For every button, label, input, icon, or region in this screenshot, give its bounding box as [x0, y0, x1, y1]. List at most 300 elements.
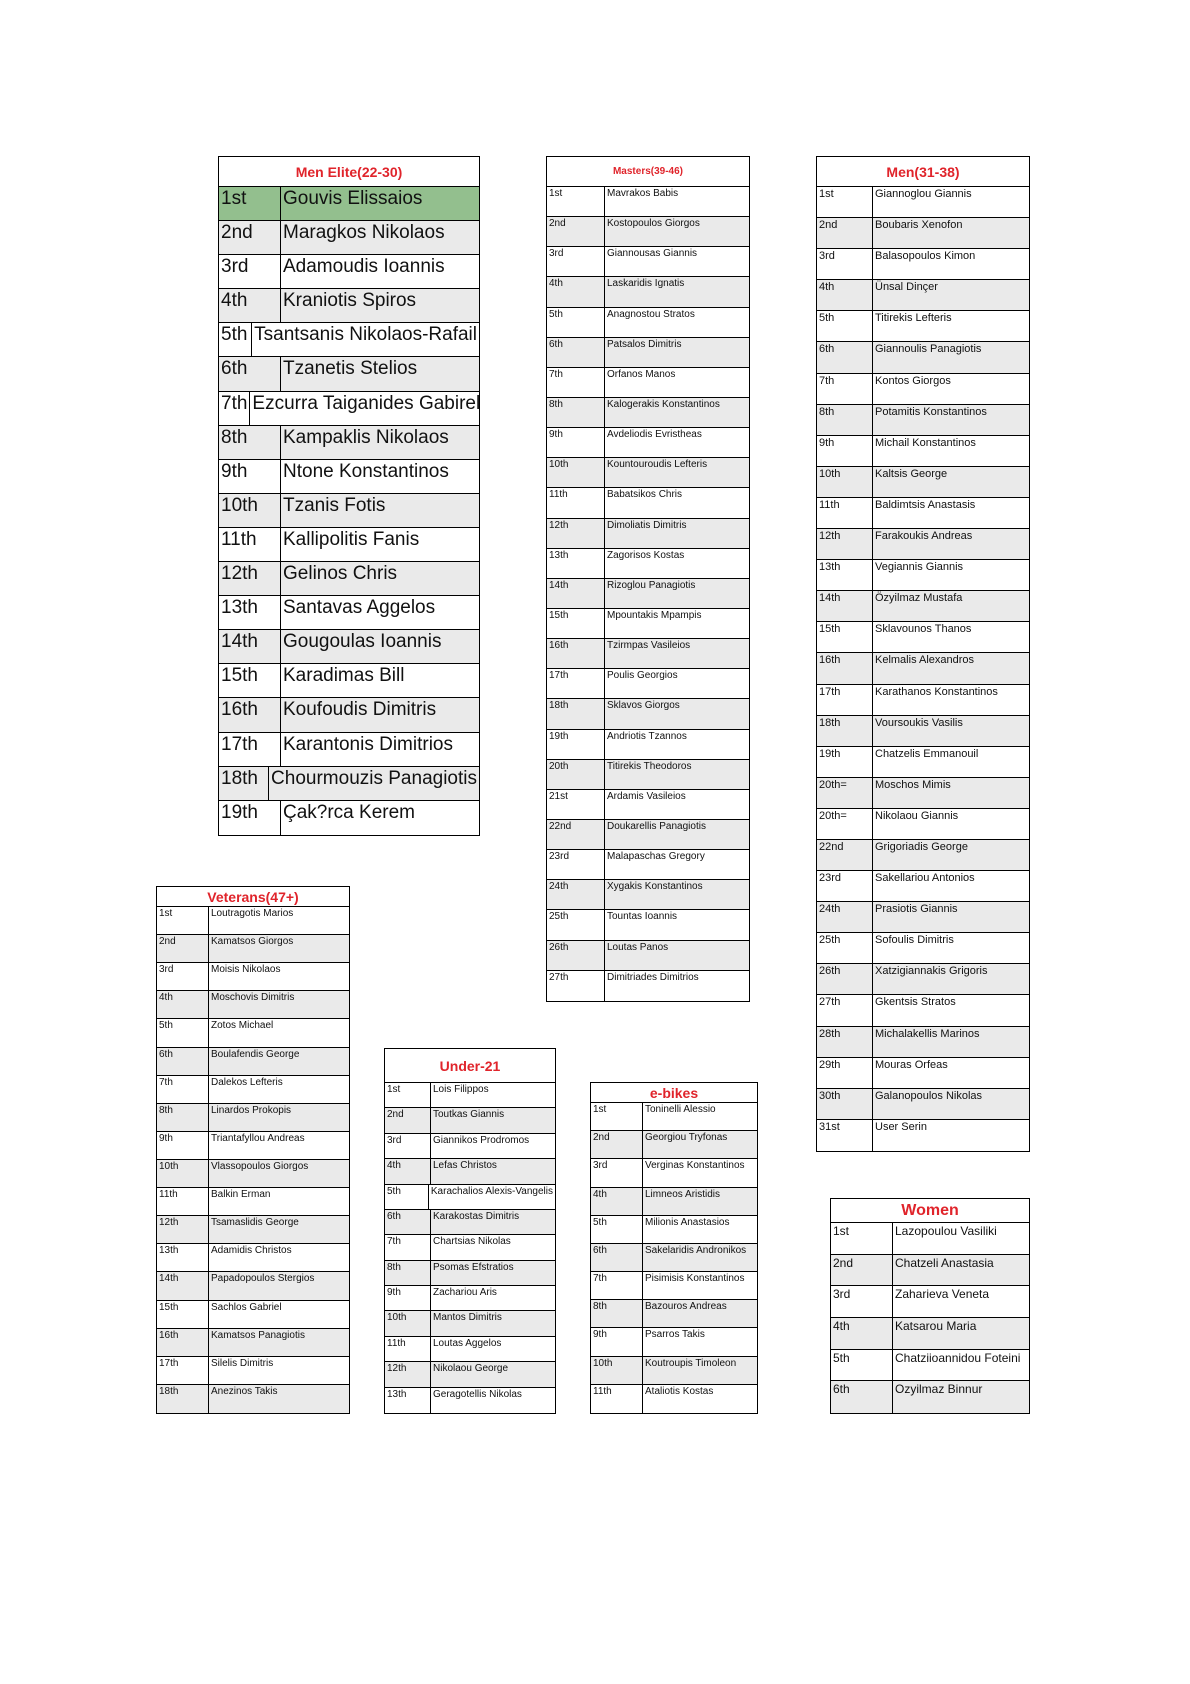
rider-name-cell: Pisimisis Konstantinos — [645, 1273, 745, 1285]
rider-name-cell: Farakoukis Andreas — [875, 530, 973, 543]
table-row — [547, 247, 749, 277]
table-row — [547, 699, 749, 729]
rider-name-cell: Malapaschas Gregory — [607, 851, 705, 863]
table-row — [817, 436, 1029, 467]
rider-name-cell: Limneos Aristidis — [645, 1188, 721, 1200]
rank-cell: 7th — [385, 1235, 431, 1259]
rank-cell: 14th — [817, 591, 873, 621]
rank-cell: 20th= — [817, 809, 873, 839]
table-title: Men(31-38) — [817, 157, 1029, 187]
rider-name-cell: Kaltsis George — [875, 467, 948, 480]
rank-cell: 16th — [547, 639, 605, 668]
rider-name-cell: Mantos Dimitris — [433, 1312, 502, 1324]
rider-name-cell: Avdeliodis Evristheas — [607, 429, 702, 441]
table-row — [817, 218, 1029, 249]
table-row — [157, 1048, 349, 1076]
rider-name-cell: Georgiou Tryfonas — [645, 1132, 728, 1144]
rank-cell: 13th — [547, 549, 605, 578]
rider-name-cell: Santavas Aggelos — [283, 597, 436, 619]
rank-cell: 15th — [547, 609, 605, 638]
rank-cell: 12th — [385, 1362, 431, 1386]
rider-name-cell: Bazouros Andreas — [645, 1301, 727, 1313]
rank-cell: 8th — [817, 405, 873, 435]
rider-name-cell: Poulis Georgios — [607, 670, 678, 682]
rank-cell: 1st — [831, 1223, 893, 1254]
rank-cell: 11th — [817, 498, 873, 528]
table-row — [591, 1300, 757, 1328]
rank-cell: 13th — [817, 560, 873, 590]
table-row — [157, 1244, 349, 1272]
rank-cell: 19th — [817, 747, 873, 777]
table-title: Men Elite(22-30) — [219, 157, 479, 187]
rank-cell: 2nd — [817, 218, 873, 248]
rank-cell: 12th — [817, 529, 873, 559]
table-row — [385, 1337, 555, 1362]
rider-name-cell: Titirekis Lefteris — [875, 312, 952, 325]
table-row — [157, 1132, 349, 1160]
rank-cell: 1st — [817, 187, 873, 217]
rider-name-cell: Maragkos Nikolaos — [283, 222, 445, 244]
table-row — [547, 187, 749, 217]
rider-name-cell: Gkentsis Stratos — [875, 996, 956, 1009]
rank-cell: 9th — [591, 1328, 643, 1355]
table-row — [817, 871, 1029, 902]
rank-cell: 22nd — [547, 820, 605, 849]
table-row — [547, 368, 749, 398]
rider-name-cell: Chatzelis Emmanouil — [875, 747, 979, 760]
rank-cell: 1st — [219, 187, 281, 220]
rank-cell: 12th — [219, 562, 281, 595]
table-title: Women — [831, 1199, 1029, 1223]
rank-cell: 10th — [817, 467, 873, 497]
rank-cell: 8th — [385, 1261, 431, 1285]
rank-cell: 13th — [219, 596, 281, 629]
rider-name-cell: Rizoglou Panagiotis — [607, 579, 696, 591]
rank-cell: 10th — [219, 494, 281, 527]
rider-name-cell: Michail Konstantinos — [875, 436, 976, 449]
rank-cell: 17th — [817, 685, 873, 715]
table-row — [831, 1286, 1029, 1318]
table-title: Masters(39-46) — [547, 157, 749, 187]
rider-name-cell: Silelis Dimitris — [211, 1357, 274, 1369]
rider-name-cell: Adamoudis Ioannis — [283, 256, 445, 278]
table-row — [219, 289, 479, 323]
table-row — [591, 1159, 757, 1187]
table-row — [385, 1235, 555, 1260]
rank-cell: 18th — [817, 716, 873, 746]
rank-cell: 2nd — [547, 217, 605, 246]
rank-cell: 5th — [547, 308, 605, 337]
rank-cell: 13th — [157, 1244, 209, 1271]
rank-cell: 2nd — [591, 1131, 643, 1158]
rank-cell: 2nd — [385, 1108, 431, 1132]
rank-cell: 15th — [817, 622, 873, 652]
rider-name-cell: Sofoulis Dimitris — [875, 934, 954, 947]
rank-cell: 18th — [219, 767, 269, 800]
table-e-bikes — [590, 1082, 758, 1414]
rider-name-cell: Lois Filippos — [433, 1084, 489, 1095]
rank-cell: 6th — [591, 1244, 643, 1271]
rider-name-cell: Zachariou Aris — [433, 1287, 497, 1298]
table-row — [157, 991, 349, 1019]
rank-cell: 3rd — [157, 963, 209, 990]
table-men-elite — [218, 156, 480, 836]
table-row — [591, 1328, 757, 1356]
rank-cell: 7th — [591, 1272, 643, 1299]
rider-name-cell: Xatzigiannakis Grigoris — [875, 965, 988, 978]
rank-cell: 6th — [157, 1048, 209, 1075]
rider-name-cell: Laskaridis Ignatis — [607, 278, 685, 290]
rank-cell: 10th — [547, 458, 605, 487]
table-row — [157, 907, 349, 935]
table-row — [817, 187, 1029, 218]
rank-cell: 29th — [817, 1058, 873, 1088]
table-row — [817, 529, 1029, 560]
table-row — [547, 428, 749, 458]
table-row — [831, 1255, 1029, 1287]
rider-name-cell: Özyilmaz Mustafa — [875, 592, 963, 605]
table-row — [831, 1318, 1029, 1350]
rider-name-cell: Moschos Mimis — [875, 778, 951, 791]
rider-name-cell: Karathanos Konstantinos — [875, 685, 998, 698]
table-row — [157, 1301, 349, 1329]
rider-name-cell: Vlassopoulos Giorgos — [211, 1160, 309, 1172]
rider-name-cell: Zagorisos Kostas — [607, 549, 685, 561]
rider-name-cell: Linardos Prokopis — [211, 1104, 292, 1116]
rider-name-cell: Voursoukis Vasilis — [875, 716, 963, 729]
rider-name-cell: Zotos Michael — [211, 1020, 274, 1032]
rider-name-cell: Giannoglou Giannis — [875, 188, 972, 200]
rider-name-cell: Kamatsos Giorgos — [211, 936, 294, 948]
rider-name-cell: Sachlos Gabriel — [211, 1301, 282, 1313]
rider-name-cell: Prasiotis Giannis — [875, 903, 958, 916]
rank-cell: 6th — [385, 1210, 431, 1234]
rider-name-cell: Adamidis Christos — [211, 1245, 292, 1257]
rider-name-cell: Kelmalis Alexandros — [875, 654, 975, 667]
rank-cell: 8th — [219, 426, 281, 459]
rider-name-cell: Babatsikos Chris — [607, 489, 683, 501]
rider-name-cell: Loutas Aggelos — [433, 1337, 502, 1349]
table-row — [547, 519, 749, 549]
rank-cell: 24th — [547, 880, 605, 909]
rider-name-cell: Toutkas Giannis — [433, 1109, 505, 1121]
table-row — [157, 963, 349, 991]
table-row — [385, 1362, 555, 1387]
rider-name-cell: Loutragotis Marios — [211, 908, 294, 919]
rider-name-cell: Gelinos Chris — [283, 563, 398, 585]
rank-cell: 7th — [817, 374, 873, 404]
table-row — [817, 995, 1029, 1026]
rider-name-cell: Psomas Efstratios — [433, 1261, 514, 1273]
rider-name-cell: Ataliotis Kostas — [645, 1385, 714, 1397]
rider-name-cell: Gouvis Elissaios — [283, 188, 423, 209]
table-row — [157, 1188, 349, 1216]
rank-cell: 5th — [831, 1350, 893, 1381]
rider-name-cell: Kraniotis Spiros — [283, 290, 417, 312]
rank-cell: 4th — [591, 1188, 643, 1215]
rider-name-cell: Patsalos Dimitris — [607, 338, 682, 350]
rank-cell: 27th — [817, 995, 873, 1025]
rider-name-cell: Titirekis Theodoros — [607, 760, 692, 772]
rider-name-cell: Giannousas Giannis — [607, 248, 698, 260]
rider-name-cell: Kostopoulos Giorgos — [607, 218, 700, 230]
rider-name-cell: Dimoliatis Dimitris — [607, 519, 687, 531]
rider-name-cell: Grigoriadis George — [875, 840, 968, 853]
table-row — [547, 941, 749, 971]
table-row — [817, 311, 1029, 342]
rank-cell: 8th — [547, 398, 605, 427]
rank-cell: 2nd — [157, 935, 209, 962]
rider-name-cell: Tsantsanis Nikolaos-Rafail — [254, 324, 477, 346]
rider-name-cell: Karantonis Dimitrios — [283, 733, 453, 755]
table-row — [547, 579, 749, 609]
table-row — [591, 1244, 757, 1272]
rider-name-cell: Kallipolitis Fanis — [283, 528, 420, 550]
table-row — [219, 767, 479, 801]
table-row — [219, 664, 479, 698]
rank-cell: 4th — [157, 991, 209, 1018]
rider-name-cell: Chatziioannidou Foteini — [895, 1350, 1021, 1365]
table-row — [817, 467, 1029, 498]
rank-cell: 14th — [547, 579, 605, 608]
table-row — [547, 910, 749, 940]
rank-cell: 8th — [591, 1300, 643, 1327]
rank-cell: 3rd — [385, 1134, 431, 1158]
rank-cell: 20th — [547, 760, 605, 789]
table-row — [817, 964, 1029, 995]
rider-name-cell: Galanopoulos Nikolas — [875, 1089, 983, 1102]
rider-name-cell: Triantafyllou Andreas — [211, 1132, 305, 1144]
rank-cell: 17th — [157, 1357, 209, 1384]
rank-cell: 5th — [817, 311, 873, 341]
rank-cell: 9th — [547, 428, 605, 457]
rank-cell: 9th — [157, 1132, 209, 1159]
table-row — [219, 494, 479, 528]
table-row — [157, 1160, 349, 1188]
table-row — [831, 1381, 1029, 1413]
rider-name-cell: Ardamis Vasileios — [607, 790, 686, 802]
rider-name-cell: Boulafendis George — [211, 1048, 300, 1060]
table-row — [219, 698, 479, 732]
table-row — [157, 1329, 349, 1357]
table-row — [817, 716, 1029, 747]
table-row — [219, 528, 479, 562]
table-veterans — [156, 886, 350, 1414]
table-title: e-bikes — [591, 1083, 757, 1103]
rank-cell: 23rd — [547, 850, 605, 879]
table-row — [547, 458, 749, 488]
rank-cell: 5th — [157, 1019, 209, 1046]
rider-name-cell: Nikolaou George — [433, 1363, 509, 1375]
rider-name-cell: Tzanetis Stelios — [283, 358, 418, 380]
rank-cell: 14th — [157, 1272, 209, 1299]
rank-cell: 27th — [547, 971, 605, 1001]
rider-name-cell: Mouras Orfeas — [875, 1058, 948, 1071]
rank-cell: 5th — [591, 1216, 643, 1243]
rank-cell: 26th — [547, 941, 605, 970]
table-row — [157, 1385, 349, 1413]
table-row — [817, 374, 1029, 405]
rank-cell: 2nd — [831, 1255, 893, 1286]
table-row — [219, 630, 479, 664]
rider-name-cell: Sakellariou Antonios — [875, 872, 975, 885]
rider-name-cell: Mpountakis Mpampis — [607, 609, 702, 621]
rank-cell: 12th — [547, 519, 605, 548]
table-row — [547, 639, 749, 669]
table-row — [219, 221, 479, 255]
table-row — [157, 1104, 349, 1132]
rank-cell: 23rd — [817, 871, 873, 901]
rank-cell: 3rd — [219, 255, 281, 288]
table-row — [385, 1210, 555, 1235]
rider-name-cell: Chatzeli Anastasia — [895, 1255, 994, 1270]
table-title: Veterans(47+) — [157, 887, 349, 907]
rank-cell: 17th — [219, 733, 281, 766]
rider-name-cell: Potamitis Konstantinos — [875, 405, 987, 418]
table-title: Under-21 — [385, 1049, 555, 1083]
rider-name-cell: Giannikos Prodromos — [433, 1134, 530, 1146]
table-row — [817, 405, 1029, 436]
table-row — [817, 933, 1029, 964]
rider-name-cell: Balkin Erman — [211, 1189, 271, 1201]
table-row — [385, 1108, 555, 1133]
rank-cell: 9th — [385, 1286, 431, 1310]
table-row — [831, 1223, 1029, 1255]
table-row — [547, 609, 749, 639]
rider-name-cell: Karadimas Bill — [283, 665, 405, 687]
rank-cell: 15th — [219, 664, 281, 697]
rank-cell: 18th — [157, 1385, 209, 1413]
rank-cell: 25th — [547, 910, 605, 939]
table-men-31-38 — [816, 156, 1030, 1152]
rank-cell: 4th — [547, 277, 605, 306]
table-row — [547, 730, 749, 760]
table-row — [219, 562, 479, 596]
table-row — [219, 323, 479, 357]
rider-name-cell: Çak?rca Kerem — [283, 801, 415, 823]
table-row — [157, 1076, 349, 1104]
table-row — [547, 850, 749, 880]
table-masters — [546, 156, 750, 1002]
rider-name-cell: Ozyilmaz Binnur — [895, 1382, 983, 1397]
table-row — [547, 308, 749, 338]
rider-name-cell: Toninelli Alessio — [645, 1104, 716, 1115]
table-row — [219, 392, 479, 426]
table-row — [219, 460, 479, 494]
table-row — [591, 1131, 757, 1159]
table-row — [817, 1027, 1029, 1058]
table-row — [817, 685, 1029, 716]
rank-cell: 4th — [219, 289, 281, 322]
table-row — [817, 342, 1029, 373]
rank-cell: 11th — [385, 1337, 431, 1361]
table-row — [547, 790, 749, 820]
table-row — [219, 596, 479, 630]
rank-cell: 1st — [547, 187, 605, 216]
rider-name-cell: Anagnostou Stratos — [607, 308, 695, 320]
table-row — [817, 747, 1029, 778]
rider-name-cell: Doukarellis Panagiotis — [607, 820, 706, 832]
table-row — [385, 1083, 555, 1108]
table-under-21 — [384, 1048, 556, 1414]
rank-cell: 15th — [157, 1301, 209, 1328]
table-row — [547, 398, 749, 428]
table-row — [157, 1272, 349, 1300]
table-row — [817, 1120, 1029, 1151]
rank-cell: 6th — [547, 338, 605, 367]
rank-cell: 3rd — [817, 249, 873, 279]
rank-cell: 30th — [817, 1089, 873, 1119]
table-row — [547, 277, 749, 307]
table-row — [547, 820, 749, 850]
rank-cell: 3rd — [547, 247, 605, 276]
rider-name-cell: Gougoulas Ioannis — [283, 631, 442, 653]
table-row — [817, 840, 1029, 871]
table-row — [157, 1357, 349, 1385]
rider-name-cell: Xygakis Konstantinos — [607, 881, 703, 893]
rank-cell: 19th — [219, 801, 281, 835]
rank-cell: 4th — [831, 1318, 893, 1349]
table-row — [157, 935, 349, 963]
table-row — [591, 1216, 757, 1244]
table-row — [547, 880, 749, 910]
rider-name-cell: Kampaklis Nikolaos — [283, 426, 449, 448]
rider-name-cell: Tsamaslidis George — [211, 1217, 299, 1229]
table-row — [547, 217, 749, 247]
rank-cell: 6th — [219, 357, 281, 390]
rank-cell: 4th — [817, 280, 873, 310]
rider-name-cell: Giannoulis Panagiotis — [875, 343, 982, 356]
rider-name-cell: Michalakellis Marinos — [875, 1027, 980, 1040]
rank-cell: 18th — [547, 699, 605, 728]
table-row — [817, 249, 1029, 280]
rider-name-cell: Lazopoulou Vasiliki — [895, 1224, 997, 1238]
rank-cell: 9th — [817, 436, 873, 466]
table-row — [591, 1357, 757, 1385]
rank-cell: 3rd — [831, 1286, 893, 1317]
rider-name-cell: Dimitriades Dimitrios — [607, 971, 699, 983]
rider-name-cell: Kontos Giorgos — [875, 374, 951, 387]
rank-cell: 1st — [591, 1103, 643, 1130]
table-women — [830, 1198, 1030, 1414]
rank-cell: 7th — [547, 368, 605, 397]
table-row — [547, 971, 749, 1001]
table-row — [385, 1134, 555, 1159]
table-row — [385, 1185, 555, 1210]
rank-cell: 7th — [157, 1076, 209, 1103]
rank-cell: 2nd — [219, 221, 281, 254]
rider-name-cell: Loutas Panos — [607, 941, 669, 953]
table-row — [817, 498, 1029, 529]
rider-name-cell: Ntone Konstantinos — [283, 460, 449, 482]
table-row — [157, 1216, 349, 1244]
table-row — [547, 669, 749, 699]
rank-cell: 19th — [547, 730, 605, 759]
rider-name-cell: Verginas Konstantinos — [645, 1160, 745, 1172]
table-row — [831, 1350, 1029, 1382]
rank-cell: 16th — [219, 698, 281, 731]
rank-cell: 11th — [157, 1188, 209, 1215]
table-row — [385, 1261, 555, 1286]
table-row — [817, 778, 1029, 809]
rider-name-cell: Kamatsos Panagiotis — [211, 1329, 305, 1341]
rank-cell: 1st — [385, 1083, 431, 1107]
table-row — [385, 1159, 555, 1184]
rider-name-cell: Geragotellis Nikolas — [433, 1388, 522, 1400]
table-row — [219, 357, 479, 391]
table-row — [817, 902, 1029, 933]
rank-cell: 17th — [547, 669, 605, 698]
